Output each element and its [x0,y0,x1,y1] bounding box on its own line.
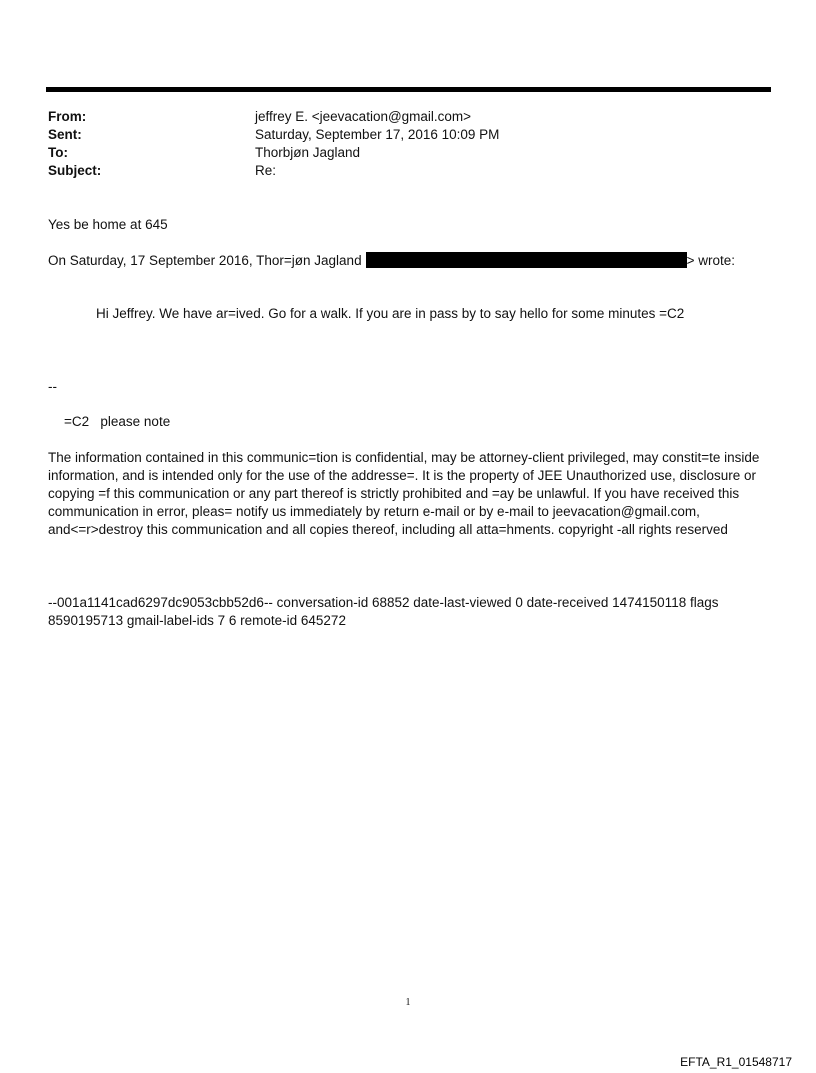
from-row [48,108,768,126]
to-value: Thorbjøn Jagland [255,145,361,160]
sent-label: Sent: [48,127,82,142]
subject-row [48,162,768,180]
email-header [48,108,768,180]
subject-label: Subject: [48,163,102,178]
attribution-line [48,252,773,270]
to-row [48,144,768,162]
sent-value: Saturday, September 17, 2016 10:09 PM [255,127,500,142]
please-note: =C2 please note [64,414,171,429]
message-metadata: --001a1141cad6297dc9053cbb52d6-- conversation-id 68852 date-last-viewed 0 date-received 1474150118 flags 8590195713 gmail-label-ids 7 6 remote-id 645272 [48,595,719,628]
quoted-message: Hi Jeffrey. We have ar=ived. Go for a walk. If you are in pass by to say hello for some minutes =C2 [96,306,685,321]
from-label: From: [48,109,87,124]
page-number: 1 [405,997,411,1008]
confidentiality-disclaimer: The information contained in this communic=tion is confidential, may be attorney-client privileged, may constit=te inside information, and is intended only for the use of the addresse=. It is the property of JEE Unauthorized use, disclosure or copying =f this communication or any part thereof is strictly prohibited and =ay be unlawful. If you have received this communication in error, pleas= notify us immediately by return e-mail or by e-mail to jeevacation@gmail.com, and<=r>destroy this communication and all copies thereof, including all atta=hments. copyright -all rights reserved [48,450,760,537]
header-rule [46,87,771,92]
attribution-suffix: > wrote: [686,253,735,268]
from-value: jeffrey E. <jeevacation@gmail.com> [255,109,472,124]
attribution-prefix: On Saturday, 17 September 2016, Thor=jøn Jagland [48,253,362,268]
to-label: To: [48,145,68,160]
sent-row [48,126,768,144]
subject-value: Re: [255,163,277,178]
redaction-bar [366,252,687,268]
reply-text: Yes be home at 645 [48,217,168,232]
document-id: EFTA_R1_01548717 [680,1055,792,1069]
signature-separator: -- [48,379,57,394]
